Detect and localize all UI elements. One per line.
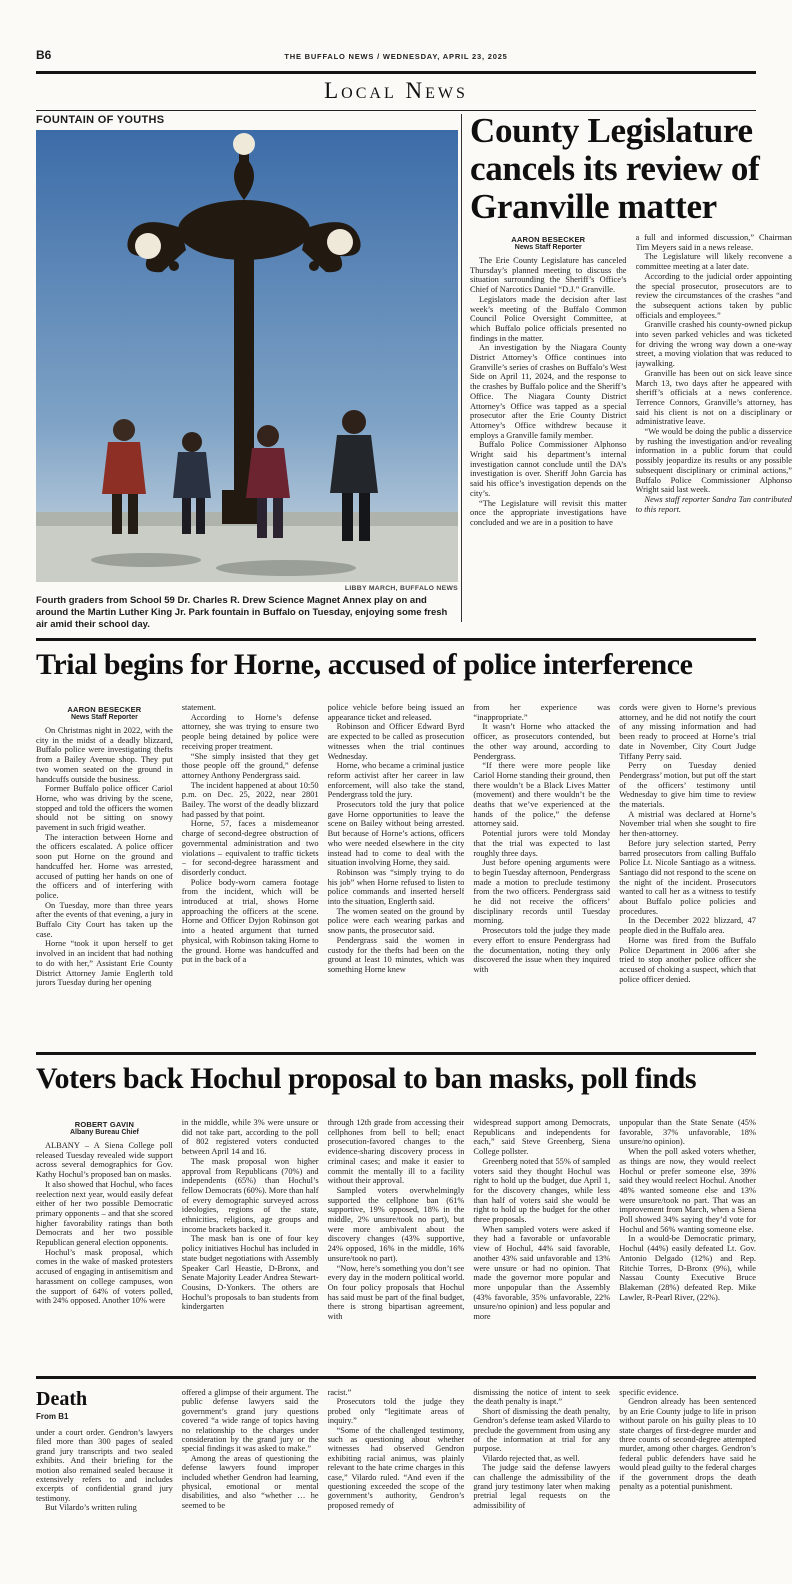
continued-from-label: From B1: [36, 1412, 69, 1421]
paragraph: “She simply insisted that they get those people off the ground,” defense attorney Anthony Pendergrass said.: [181, 751, 319, 780]
article-rule: [36, 1052, 756, 1055]
byline: [36, 705, 173, 721]
paragraph: On Tuesday, more than three years after the events of that evening, a jury in Buffalo City Court has taken up the case.: [36, 900, 173, 939]
paragraph: “We would be doing the public a disservice by rushing the investigation and/or revealing information in a public forum that could possibly jeopardize its results or any possible subsequent disciplinary or criminal actions,” Buffalo Police Commissioner Alphonso Wright said last week.: [635, 427, 792, 495]
article-rule: [36, 638, 756, 641]
article-column: [473, 1388, 610, 1584]
paragraph: cords were given to Horne’s previous attorney, and he did not notify the court of any missing information and had been ready to proceed at Horne’s trial date in November, City Court Judge Tiffany Perry said.: [619, 703, 756, 761]
article-headline: County Legislature cancels its review of Granville matter: [470, 111, 760, 226]
paragraph: The Erie County Legislature has canceled Thursday’s planned meeting to discuss the situation surrounding the Sheriff’s Office’s Chief of Narcotics Daniel “D.J.” Granville.: [470, 256, 627, 295]
paragraph: racist.”: [327, 1388, 352, 1397]
article-columns: [36, 703, 756, 1039]
article-rule: [36, 1376, 756, 1379]
article-column: [619, 1118, 756, 1368]
paragraph: An investigation by the Niagara County District Attorney’s Office continues into Granville’s series of crashes on Buffalo’s West Side on April 11, 2024, and the response to the crashes by Buffalo police and the Sheriff’s Office. The Niagara County District Attorney’s Office was tapped as a special prosecutor after the Erie County District Attorney’s Office withdrew because it employs a Granville family member.: [470, 343, 627, 440]
article-column: [182, 1388, 319, 1584]
paragraph: “If there were more people like Cariol Horne standing their ground, then there wouldn’t be a Black Lives Matter (movement) and there wouldn’t be the deaths that we’ve experienced at the hands of the police,” the defense attorney said.: [473, 761, 611, 829]
section-title: Local News: [324, 78, 468, 103]
paragraph: Greenberg noted that 55% of sampled voters said they thought Hochul was right to hold up the budget, due April 1, for the discovery changes, while less than half of voters said she would be right to hold up the budget for the other three proposals.: [473, 1156, 611, 1225]
paragraph: Pendergrass said the women in custody for the thefts had been on the ground at least 10 minutes, which was something Horne knew: [327, 935, 465, 974]
paragraph: specific evidence.: [619, 1388, 679, 1397]
article-hochul: [36, 1062, 756, 1368]
article-column: [619, 1388, 756, 1584]
paragraph: A mistrial was declared at Horne’s November trial when she sought to fire her then-attorney.: [619, 809, 756, 839]
byline-title: Albany Bureau Chief: [69, 1129, 139, 1136]
paragraph: According to Horne’s defense attorney, she was trying to ensure two people being detained by police were receiving proper treatment.: [181, 712, 319, 751]
article-columns: [36, 1118, 756, 1368]
paragraph: In a would-be Democratic primary, Hochul (44%) easily defeated Lt. Gov. Antonio Delgado (12%) and Rep. Ritchie Torres, D-Bronx (9%), while Nassau County Executive Bruce Blakeman (28%) defeated Rep. Mike Lawler, R-Pearl River, (22%).: [619, 1234, 756, 1302]
article-column: [36, 1118, 173, 1368]
byline-title: News Staff Reporter: [70, 714, 138, 721]
article-column: [473, 703, 610, 1039]
paragraph: “Some of the challenged testimony, such as questioning about whether witnesses had observed Gendron exhibiting racial animus, was plainly relevant to the hate crime charges in this case,” Vilardo ruled. “And even if the questioning exceeded the scope of the government’s authority, Gendron’s proposed remedy of: [327, 1425, 465, 1510]
paragraph: The mask ban is one of four key policy initiatives Hochul has included in state budget negotiations with Assembly Speaker Carl Heastie, D-Bronx, and Senate Majority Leader Andrea Stewart-Cousins, D-Yonkers. The others are Hochul’s proposals to ban students from kindergarten: [181, 1234, 319, 1312]
paragraph: Horne, who became a criminal justice reform activist after her career in law enforcement, will also take the stand, Pendergrass told the jury.: [327, 761, 465, 800]
article-granville: [470, 112, 792, 617]
feature-photo: [36, 130, 458, 582]
article-column: [619, 703, 756, 1039]
article-column: [636, 233, 792, 617]
header-rule: [36, 71, 756, 74]
paragraph: Before jury selection started, Perry barred prosecutors from calling Buffalo Police Lt. Nicole Santiago as a witness. Santiago did not respond to the scene on the night of the incident. Prosecutors wanted to call her as a witness to testify about Buffalo police policies and procedures.: [619, 838, 756, 916]
paragraph: Just before opening arguments were to begin Tuesday afternoon, Pendergrass made a motion to preclude testimony from the two officers. Pendergrass said he did not receive the officers’ disciplinary records until Tuesday morning.: [473, 858, 611, 926]
paragraph: Prosecutors told the jury that police gave Horne opportunities to leave the scene on Bailey without being arrested. But because of Horne’s actions, officers who were needed elsewhere in the city instead had to come to deal with the situation involving Horne, they said.: [327, 800, 465, 868]
article-column: [182, 703, 319, 1039]
article-headline: Voters back Hochul proposal to ban masks, poll finds: [36, 1062, 697, 1095]
paragraph: ALBANY – A Siena College poll released Tuesday revealed wide support across several demographics for Gov. Kathy Hochul’s proposed ban on masks.: [36, 1141, 173, 1180]
paragraph: Gendron already has been sentenced by an Erie County judge to life in prison without parole on his guilty pleas to 10 state charges of first-degree murder and three counts of second-degree attempted murder, among other charges. Gendron’s federal public defenders have said he would plead guilty to the federal charges if the government drops the death penalty as a potential punishment.: [619, 1397, 756, 1492]
article-death-continuation: [36, 1388, 756, 1584]
paragraph: But Vilardo’s written ruling: [45, 1503, 137, 1513]
paragraph: Horne, 57, faces a misdemeanor charge of second-degree obstruction of governmental administration and two violations – equivalent to traffic tickets – for second-degree harassment and disorderly conduct.: [181, 819, 319, 877]
article-column: [470, 233, 627, 617]
byline-name: ROBERT GAVIN: [74, 1120, 135, 1129]
byline-name: AARON BESECKER: [511, 235, 586, 244]
paragraph: The judge said the defense lawyers can challenge the admissibility of the grand jury testimony later when making pretrial legal requests on the admissibility of: [473, 1463, 611, 1510]
paragraph: Robinson was “simply trying to do his job” when Horne refused to listen to police commands and inserted herself into the situation, Englerth said.: [327, 867, 465, 907]
column-text: [36, 726, 173, 988]
paragraph: The women seated on the ground by police were each wearing parkas and snow pants, the prosecutor said.: [327, 906, 465, 936]
article-column: [473, 1118, 610, 1368]
article-column: [328, 1118, 465, 1368]
paragraph: When sampled voters were asked if they had a favorable or unfavorable view of Hochul, 44% said favorable, another 43% said unfavorable and 13% were unsure or had no opinion. That made the governor more popular and more unpopular than the Assembly (43% favorable, 35% unfavorable, 22% unsure/no opinion) and less popular and more: [473, 1224, 611, 1322]
paragraph: statement.: [181, 703, 216, 712]
column-text: [636, 495, 792, 514]
paragraph: Vilardo rejected that, as well.: [482, 1453, 580, 1463]
paragraph: Horne “took it upon herself to get involved in an incident that had nothing to do with her,” Assistant Erie County District Attorney Jamie Englerth told jurors Tuesday during her opening: [36, 939, 173, 988]
paragraph: unpopular than the State Senate (45% favorable, 37% unfavorable, 18% unsure/no opinion).: [619, 1118, 756, 1147]
paragraph: Hochul’s mask proposal, which comes in the wake of masked protesters accused of engaging in antisemitism and harassment on college campuses, won the support of 64% of voters polled, with 24% opposed. Another 10% were: [36, 1247, 173, 1306]
paragraph: police vehicle before being issued an appearance ticket and released.: [327, 703, 465, 722]
paragraph: offered a glimpse of their argument. The public defense lawyers said the government’s grand jury questions covered “a wide range of topics having no relationship to the charges under consideration by the grand jury or the special findings it was asked to make.”: [181, 1388, 319, 1454]
paragraph: from her experience was “inappropriate.”: [473, 703, 611, 722]
photo-credit: LIBBY MARCH, BUFFALO NEWS: [344, 585, 458, 592]
photo-feature: [36, 114, 458, 631]
paragraph: “Now, here’s something you don’t see every day in the modern political world. On four policy proposals that Hochul has said must be part of the final budget, there is strong bipartisan agreement, with: [327, 1263, 465, 1322]
column-text: [636, 233, 792, 495]
paragraph: Potential jurors were told Monday that the trial was expected to last roughly three days.: [473, 829, 611, 858]
masthead: THE BUFFALO NEWS / WEDNESDAY, APRIL 23, 2025: [284, 52, 508, 61]
paragraph: The interaction between Horne and the officers escalated. A police officer soon put Horne on the ground and handcuffed her. Horne was arrested, accused of putting her hands on one of the officers and of interfering with police.: [36, 832, 173, 900]
paragraph: dismissing the notice of intent to seek the death penalty is inapt.”: [473, 1388, 611, 1407]
paragraph: Among the areas of questioning the defense lawyers found improper included whether Gendron had learning, physical, emotional or mental disabilities, and also “whether … he seemed to be: [181, 1453, 319, 1510]
article-horne: [36, 648, 756, 1039]
paragraph: Perry on Tuesday denied Pendergrass’ motion, but put off the start of the officers’ testimony until Wednesday to give him time to review the materials.: [619, 761, 756, 810]
paragraph: The Legislature will likely reconvene a committee meeting at a later date.: [635, 252, 792, 272]
paragraph: Horne was fired from the Buffalo Police Department in 2006 after she tried to stop another police officer she accused of choking a suspect, which that police officer denied.: [619, 935, 756, 984]
paragraph: Sampled voters overwhelmingly supported the cellphone ban (61% supportive, 19% opposed, 18% in the middle, 2% unsure/took no part), but were more ambivalent about the discovery changes (43% supportive, 24% opposed, 16% in the middle, 16% unsure/took no part).: [327, 1185, 465, 1263]
article-columns: [470, 233, 792, 617]
paragraph: When the poll asked voters whether, as things are now, they would reelect Hochul or prefer someone else, 39% said they would reelect Hochul. Another 48% wanted someone else and 13% were unsure/took no part. That was an improvement from March, when a Siena Poll showed 34% saying they’d vote for Hochul and 56% wanting someone else.: [619, 1147, 756, 1234]
paragraph: a full and informed discussion,” Chairman Tim Meyers said in a news release.: [635, 233, 792, 252]
article-column: [328, 703, 465, 1039]
paragraph: It also showed that Hochul, who faces reelection next year, would easily defeat either of her two possible Democratic primary opponents – and that she scored higher favorability ratings than both Democrats and her two possible Republican general election opponents.: [36, 1179, 173, 1248]
paragraph: widespread support among Democrats, Republicans and independents for each,” said Steve Greenberg, Siena College pollster.: [473, 1118, 611, 1157]
paragraph: Prosecutors told the judge they probed only “legitimate areas of inquiry.”: [327, 1397, 465, 1426]
article-column: [182, 1118, 319, 1368]
paragraph: Short of dismissing the death penalty, Gendron’s defense team asked Vilardo to preclude the government from using any of the information at trial for any purpose.: [473, 1406, 611, 1454]
column-divider: [461, 114, 462, 622]
paragraph: under a court order. Gendron’s lawyers filed more than 300 pages of sealed grand jury transcripts and two sealed exhibits. And their briefing for the motion also remained sealed because it extensively refers to and includes excerpts of confidential grand jury testimony.: [36, 1428, 173, 1503]
article-column: [36, 703, 173, 1039]
paragraph: According to the judicial order appointing the special prosecutor, prosecutors are to review the circumstances of the crashes “and the subsequent actions taken by public officials and employees.”: [635, 271, 792, 320]
column-text: [36, 1428, 173, 1513]
paragraph: The incident happened at about 10:50 p.m. on Dec. 25, 2022, near 2801 Bailey. The worst of the deadly blizzard had passed by that point.: [181, 780, 319, 819]
paragraph: Police body-worn camera footage from the incident, which will be introduced at trial, shows Horne approaching the officers at the scene. Horne and Officer Dyjon Robinson got into a heated argument that turned physical, with Robinson taking Horne to the ground. Horne was handcuffed and put in the back of a: [181, 877, 319, 965]
paragraph: through 12th grade from accessing their cellphones from bell to bell; enact prosecution-favored changes to the evidence-sharing discovery process in criminal cases; and make it easier to commit the mentally ill to a facility without their approval.: [327, 1118, 465, 1186]
paragraph: Buffalo Police Commissioner Alphonso Wright said his department’s internal investigation cannot conclude until the DA’s investigation is over. Sheriff John Garcia has said his office’s investigation depends on the city’s.: [470, 440, 627, 498]
column-text: [470, 256, 627, 528]
byline-title: News Staff Reporter: [514, 244, 582, 251]
article-column: [328, 1388, 465, 1584]
paragraph: Legislators made the decision after last week’s meeting of the Buffalo Common Council Police Oversight Committee, at which Buffalo police officials presented no findings in the matter.: [470, 294, 627, 343]
column-text: [36, 1141, 173, 1306]
byline: [36, 1120, 173, 1136]
paragraph: in the middle, while 3% were unsure or did not take part, according to the poll of 802 registered voters conducted between April 14 and 16.: [181, 1118, 319, 1157]
page-number: B6: [36, 48, 52, 62]
paragraph: Former Buffalo police officer Cariol Horne, who was driving by the scene, stopped and told the officers the women should not be sitting on snowy pavement in such frigid weather.: [36, 784, 173, 833]
paragraph: On Christmas night in 2022, with the city in the midst of a deadly blizzard, Buffalo police were investigating thefts from a Bailey Avenue shop. They put two women seated on the ground in handcuffs outside the business.: [36, 726, 173, 784]
paragraph: In the December 2022 blizzard, 47 people died in the Buffalo area.: [619, 916, 756, 936]
photo-caption: Fourth graders from School 59 Dr. Charles R. Drew Science Magnet Annex play on and around the Martin Luther King Jr. Park fountain in Buffalo on Tuesday, enjoying some fresh air amid their school day.: [36, 595, 448, 630]
paragraph: Granville has been out on sick leave since March 13, two days after he appeared with sheriff’s officials at a news conference. Terrence Connors, Granville’s attorney, has said his client is not on a disciplinary or administrative leave.: [635, 368, 792, 427]
paragraph: It wasn’t Horne who attacked the officer, as prosecutors contended, but the other way around, according to Pendergrass.: [473, 722, 611, 761]
paragraph: Granville crashed his county-owned pickup into seven parked vehicles and was ticketed for driving the wrong way down a one-way street, a moving violation that was reduced to jaywalking.: [635, 320, 792, 369]
contributor-tagline: News staff reporter Sandra Tan contributed to this report.: [635, 494, 792, 514]
article-column: [36, 1388, 173, 1584]
article-columns: [36, 1388, 756, 1584]
byline-name: AARON BESECKER: [67, 705, 142, 714]
paragraph: Robinson and Officer Edward Byrd are expected to be called as prosecution witnesses when the trial continues Wednesday.: [327, 722, 465, 761]
byline: [470, 235, 627, 251]
article-headline: Trial begins for Horne, accused of police interference: [36, 648, 693, 681]
paragraph: “The Legislature will revisit this matter once the appropriate investigations have concluded and we are in a position to have: [470, 498, 627, 527]
photo-kicker: FOUNTAIN OF YOUTHS: [36, 114, 165, 126]
paragraph: Prosecutors told the judge they made every effort to ensure Pendergrass had the documentation, noting they only discovered the issue when they inquired with: [473, 926, 611, 974]
paragraph: The mask proposal won higher approval from Republicans (70%) and independents (65%) than Hochul’s fellow Democrats (60%). More than half of every demographic surveyed across ideologies, regions of the state, ethnicities, religions, age groups and income brackets backed it.: [181, 1156, 319, 1234]
continuation-headline: Death: [36, 1388, 88, 1410]
